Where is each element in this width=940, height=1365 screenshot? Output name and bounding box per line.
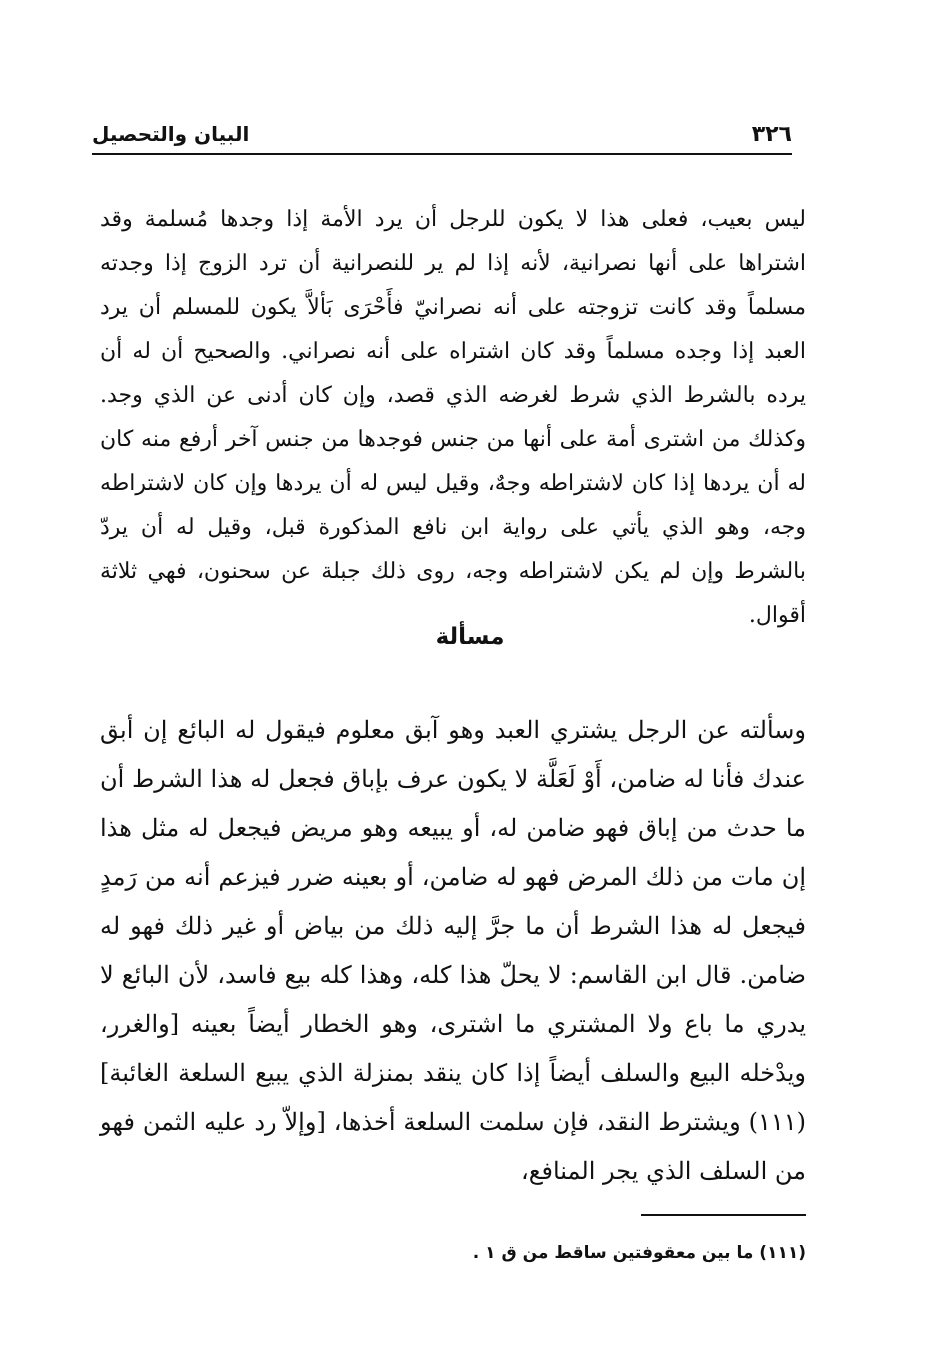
header-rule — [92, 153, 792, 155]
body-paragraph-masala: وسألته عن الرجل يشتري العبد وهو آبق معلوم فيقول له البائع إن أبق عندك فأنا له ضامن، أَوْ لَعَلَّة لا يكون عرف بإباق فجعل له هذا الشرط أن ما حدث من إباق فهو ضامن له، أو يبيعه وهو مريض فيجعل له مثل هذا إن مات من ذلك المرض فهو له ضامن، أو بعينه ضرر فيزعم أنه من رَمدٍ فيجعل له هذا الشرط أن ما جرَّ إليه ذلك من بياض أو غير ذلك فهو له ضامن. قال ابن القاسم: لا يحلّ هذا كله، وهذا كله بيع فاسد، لأن البائع لا يدري ما باع ولا المشتري ما اشترى، وهو الخطار أيضاً بعينه [والغرر، ويدْخله البيع والسلف أيضاً إذا كان ينقد بمنزلة الذي يبيع السلعة الغائبة](١١١) ويشترط النقد، فإن سلمت السلعة أخذها، [وإلاّ رد عليه الثمن فهو من السلف الذي يجر المنافع، — [100, 716, 807, 1185]
footnote-rule — [641, 1214, 806, 1216]
body-paragraph-continued: ليس بعيب، فعلى هذا لا يكون للرجل أن يرد الأمة إذا وجدها مُسلمة وقد اشتراها على أنها نصرانية، لأنه إذا لم ير للنصرانية أن ترد الزوج إذا وجدته مسلماً وقد كانت تزوجته على أنه نصرانيّ فأَحْرَى بَألاَّ يكون للمسلم أن يرد العبد إذا وجده مسلماً وقد كان اشتراه على أنه نصراني. والصحيح أن له أن يرده بالشرط الذي شرط لغرضه الذي قصد، وإن كان أدنى عن الذي وجد. وكذلك من اشترى أمة على أنها من جنس فوجدها من جنس آخر أرفع منه كان له أن يردها إذا كان لاشتراطه وجهٌ، وقيل ليس له أن يردها وإن كان لاشتراطه وجه، وهو الذي يأتي على رواية ابن نافع المذكورة قبل، وقيل له أن يردّ بالشرط وإن لم يكن لاشتراطه وجه، روى ذلك جبلة عن سحنون، فهي ثلاثة أقوال. — [100, 207, 806, 628]
page-number: ٣٢٦ — [751, 122, 792, 147]
running-head — [92, 118, 792, 154]
footnote: (١١١) ما بين معقوفتين ساقط من ق ١ . — [472, 1243, 806, 1263]
section-heading: مسألة — [435, 624, 505, 650]
running-title: البيان والتحصيل — [92, 122, 250, 146]
